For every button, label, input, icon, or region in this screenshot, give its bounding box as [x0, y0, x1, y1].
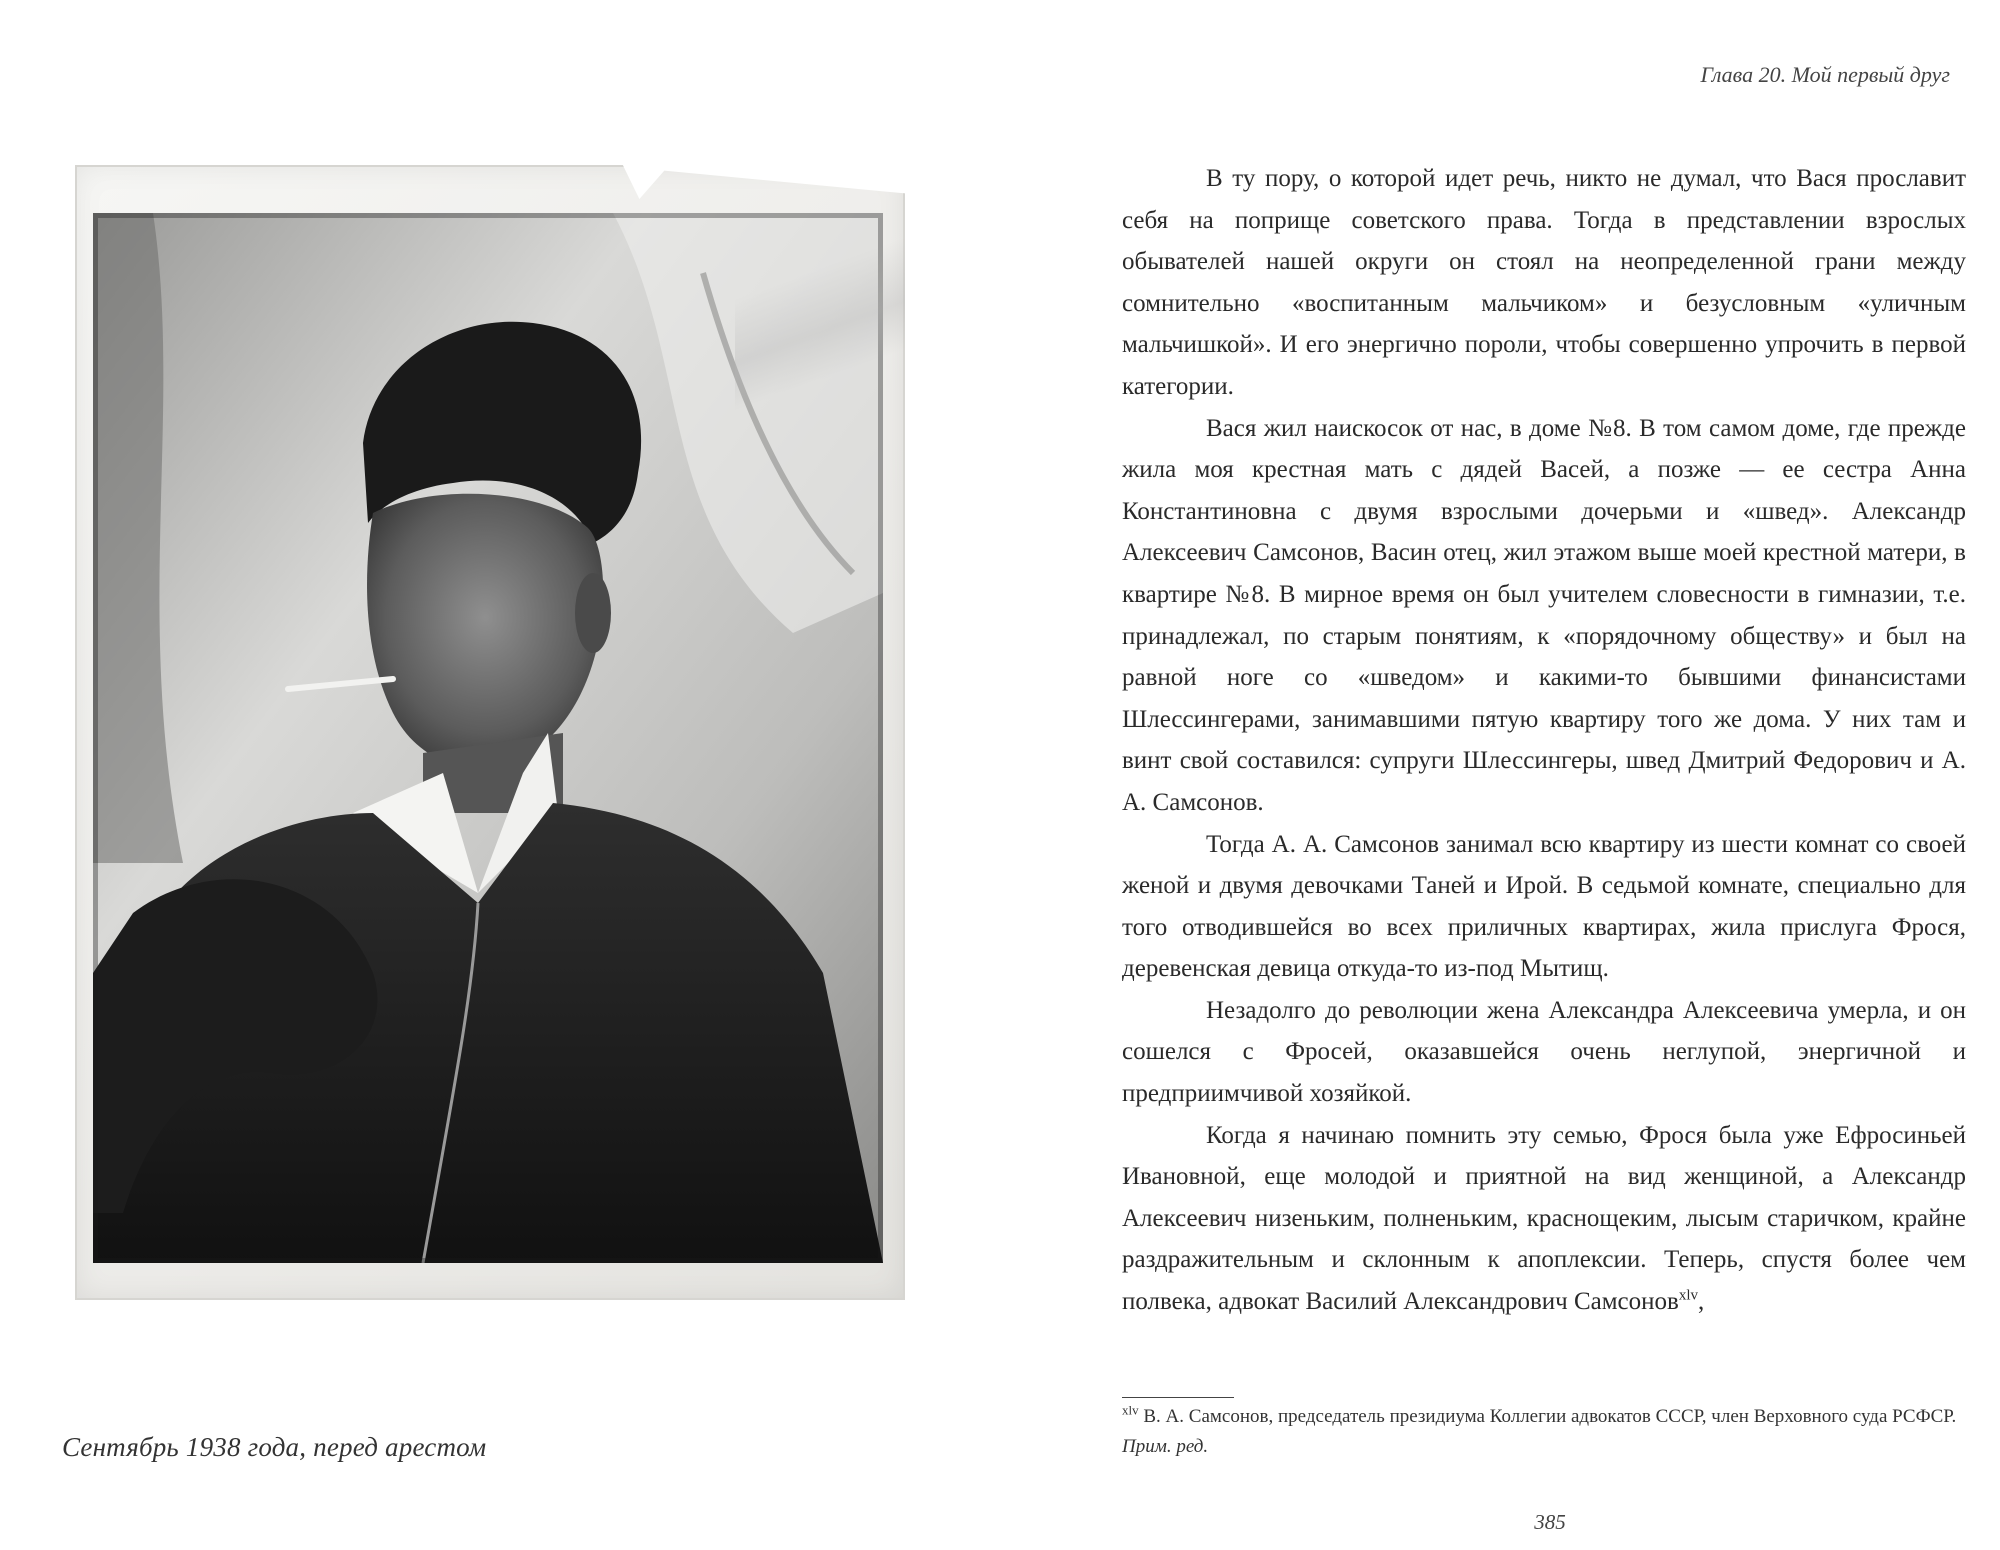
paragraph: В ту пору, о которой идет речь, никто не думал, что Вася прославит себя на поприще советского права. Тогда в представлении взрослых обывателей нашей округи он стоял на неопределенной грани между сомнительно «воспитанным мальчиком» и безусловным «уличным мальчишкой». И его энергично пороли, чтобы совершенно упрочить в первой категории. — [1122, 165, 1966, 400]
paragraph: Тогда А. А. Самсонов занимал всю квартиру из шести комнат со своей женой и двумя девочками Таней и Ирой. В седьмой комнате, специально для того отводившейся во всех приличных квартирах, жила прислуга Фрося, деревенская девица откуда-то из-под Мытищ. — [1122, 830, 1966, 983]
paragraph: Незадолго до революции жена Александра Алексеевича умерла, и он сошелся с Фросей, оказавшейся очень неглупой, энергичной и предприимчивой хозяйкой. — [1122, 996, 1966, 1108]
footnote-reference[interactable]: xlv — [1678, 1287, 1699, 1304]
paragraph-text: Когда я начинаю помнить эту семью, Фрося была уже Ефросиньей Ивановной, еще молодой и приятной на вид женщиной, а Александр Алексеевич низеньким, полненьким, краснощеким, лысым старичком, крайне раздражительным и склонным к апоплексии. Теперь, спустя более чем полвека, адвокат Василий Александрович Самсонов — [1122, 1121, 1966, 1316]
running-head: Глава 20. Мой первый друг — [1700, 62, 1950, 87]
portrait-photo — [93, 213, 883, 1263]
footnote-mark: xlv — [1122, 1402, 1139, 1418]
paragraph-trailing: , — [1698, 1288, 1705, 1316]
footnote — [1122, 1402, 1966, 1462]
footnote-divider — [1122, 1397, 1234, 1398]
page-number: 385 — [1534, 1510, 1566, 1534]
footnote-text: В. А. Самсонов, председатель президиума Коллегии адвокатов СССР, член Верховного суда РСФСР. — [1138, 1406, 1957, 1427]
photo-caption: Сентябрь 1938 года, перед арестом — [62, 1432, 487, 1462]
paragraph: Вася жил наискосок от нас, в доме №8. В том самом доме, где прежде жила моя крестная мать с дядей Васей, а позже — ее сестра Анна Константиновна с двумя взрослыми дочерьми и «швед». Александр Алексеевич Самсонов, Васин отец, жил этажом выше моей крестной матери, в квартире №8. В мирное время он был учителем словесности в гимназии, т.е. принадлежал, по старым понятиям, к «порядочному обществу» и был на равной ноге со «шведом» и какими-то бывшими финансистами Шлессингерами, занимавшими пятую квартиру того же дома. У них там и винт свой составился: супруги Шлессингеры, швед Дмитрий Федорович и А. А. Самсонов. — [1122, 414, 1966, 816]
paragraph-last — [1122, 1115, 1966, 1323]
portrait-image — [93, 213, 883, 1263]
body-text — [1122, 158, 1966, 1323]
photo-print — [75, 165, 905, 1300]
footnote-editor-note: Прим. ред. — [1122, 1436, 1209, 1457]
